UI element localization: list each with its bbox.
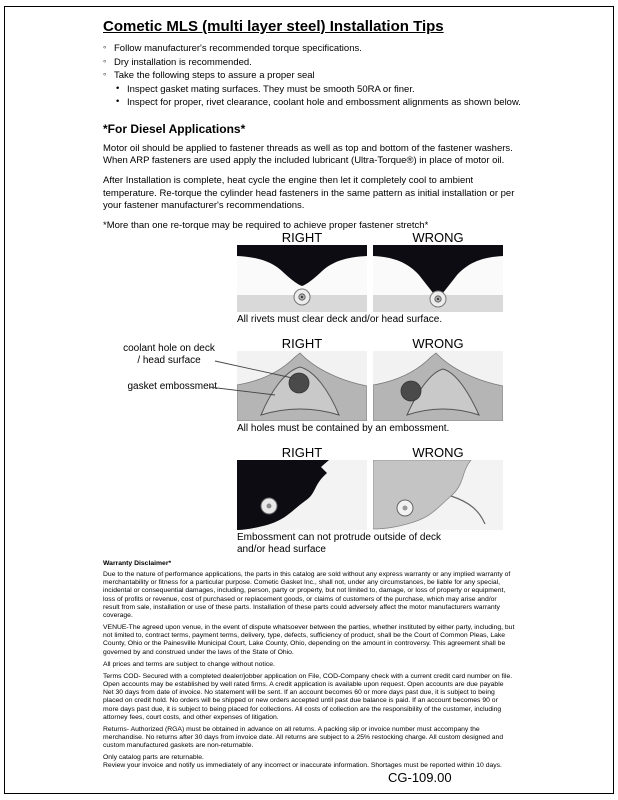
doc-code: CG-109.00 [388, 770, 452, 785]
legal-paragraph: VENUE-The agreed upon venue, in the event of dispute whatsoever between the parties, whether instituted by either party, including, but not limited to, contract terms, payment terms, delivery, type, defects, sufficiency of product, shall be the Court of Common Pleas, Lake County, Ohio or the Painesville Municipal Court, Lake County, Ohio, depending on the amount in controversy. This agreement shall be governed by and construed under the laws of the State of Ohio. [103, 624, 515, 656]
sub-tip-item: • Inspect gasket mating surfaces. They must be smooth 50RA or finer. [103, 84, 521, 97]
tip-item: ◦ Take the following steps to assure a proper seal [103, 70, 521, 83]
retorque-note: *More than one re-torque may be required to achieve proper fastener stretch* [103, 220, 429, 232]
page-content [103, 18, 521, 241]
embossment-wrong-figure [373, 351, 503, 421]
legal-paragraph: Terms COD- Secured with a completed dealer/jobber application on File, COD-Company check with a current credit card number on file. Open accounts may be established by well rated firms. A credit application is available upon request. Open accounts are due payable Net 30 days from date of invoice. No statement will be sent. If an account becomes 60 or more days past due, it is subject to being placed on credit hold. No orders will be shipped or new orders accepted until past due balance is paid. If an account becomes 90 or more days past due, it is subject to being placed for collections. All costs of collection are the responsibility of the customer, including attorney fees, court costs, and other expenses of litigation. [103, 672, 513, 721]
protrude-wrong-figure [373, 460, 503, 530]
diesel-paragraph-2: After Installation is complete, heat cycle the engine then let it completely cool to ambient temperature. Re-torque the cylinder head fasteners in the same pattern as initial installation or per your fastener manufacturer's recommendations. [103, 175, 515, 212]
legal-paragraph: Review your invoice and notify us immediately of any incorrect or inaccurate information. Shortages must be reported within 10 days. [103, 762, 502, 770]
row2-caption: All holes must be contained by an embossment. [237, 423, 450, 434]
coolant-hole-label: coolant hole on deck / head surface [123, 343, 215, 366]
rivet-wrong-figure [373, 245, 503, 312]
legal-paragraph: Returns- Authorized (RGA) must be obtained in advance on all returns. A packing slip or invoice number must accompany the merchandise. No returns after 30 days from invoice date. All returns are subject to a 25% restocking charge. All custom designed and custom manufactured gaskets are non-returnable. [103, 725, 504, 750]
connector-lines [217, 351, 297, 411]
warranty-heading: Warranty Disclaimer* [103, 560, 172, 567]
protrude-diagram-section [237, 445, 503, 556]
protrude-right-figure [237, 460, 367, 530]
tip-item: ◦ Follow manufacturer's recommended torque specifications. [103, 43, 521, 56]
page-title: Cometic MLS (multi layer steel) Installation Tips [103, 18, 444, 35]
diesel-heading: *For Diesel Applications* [103, 121, 246, 136]
diesel-paragraph-1: Motor oil should be applied to fastener threads as well as top and bottom of the fastener washers. When ARP fasteners are used apply the included lubricant (Ultra-Torque®) in place of motor oil. [103, 142, 513, 166]
rivet-right-figure [237, 245, 367, 312]
legal-section [103, 560, 515, 775]
row3-caption: Embossment can not protrude outside of deck and/or head surface [237, 532, 442, 555]
legal-paragraph: Only catalog parts are returnable. [103, 754, 204, 762]
row3-right-label: RIGHT [281, 445, 323, 460]
tips-list [103, 43, 521, 110]
legal-paragraph: All prices and terms are subject to change without notice. [103, 660, 275, 668]
legal-paragraph: Due to the nature of performance applications, the parts in this catalog are sold without any express warranty or any implied warranty of merchantability or fitness for a particular purpose. Cometic Gasket Inc., shall not, under any circumstances, be liable for any special, incidental or consequential damages, including, person, party or property, but not limited to, damage, or loss of property or equipment, loss of profits or revenue, cost of purchased or replacement goods, or claims of customers of the purchase, which may arise and/or result from sale, installation or use of these parts. Installation of these parts could adversely affect the motor manufacturers warranty coverage. [103, 571, 511, 619]
row1-caption: All rivets must clear deck and/or head surface. [237, 314, 443, 325]
tip-item: ◦ Dry installation is recommended. [103, 57, 521, 70]
embossment-diagram-section [123, 336, 503, 435]
row2-wrong-label: WRONG [412, 336, 464, 351]
diagram-area [123, 230, 503, 556]
row3-wrong-label: WRONG [412, 445, 464, 460]
row1-right-label: RIGHT [281, 230, 323, 245]
gasket-embossment-label: gasket embossment [127, 381, 217, 392]
sub-tip-item: • Inspect for proper, rivet clearance, coolant hole and embossment alignments as shown below. [103, 97, 521, 110]
row1-wrong-label: WRONG [412, 230, 464, 245]
rivet-diagram-section [237, 230, 503, 326]
row2-right-label: RIGHT [281, 336, 323, 351]
